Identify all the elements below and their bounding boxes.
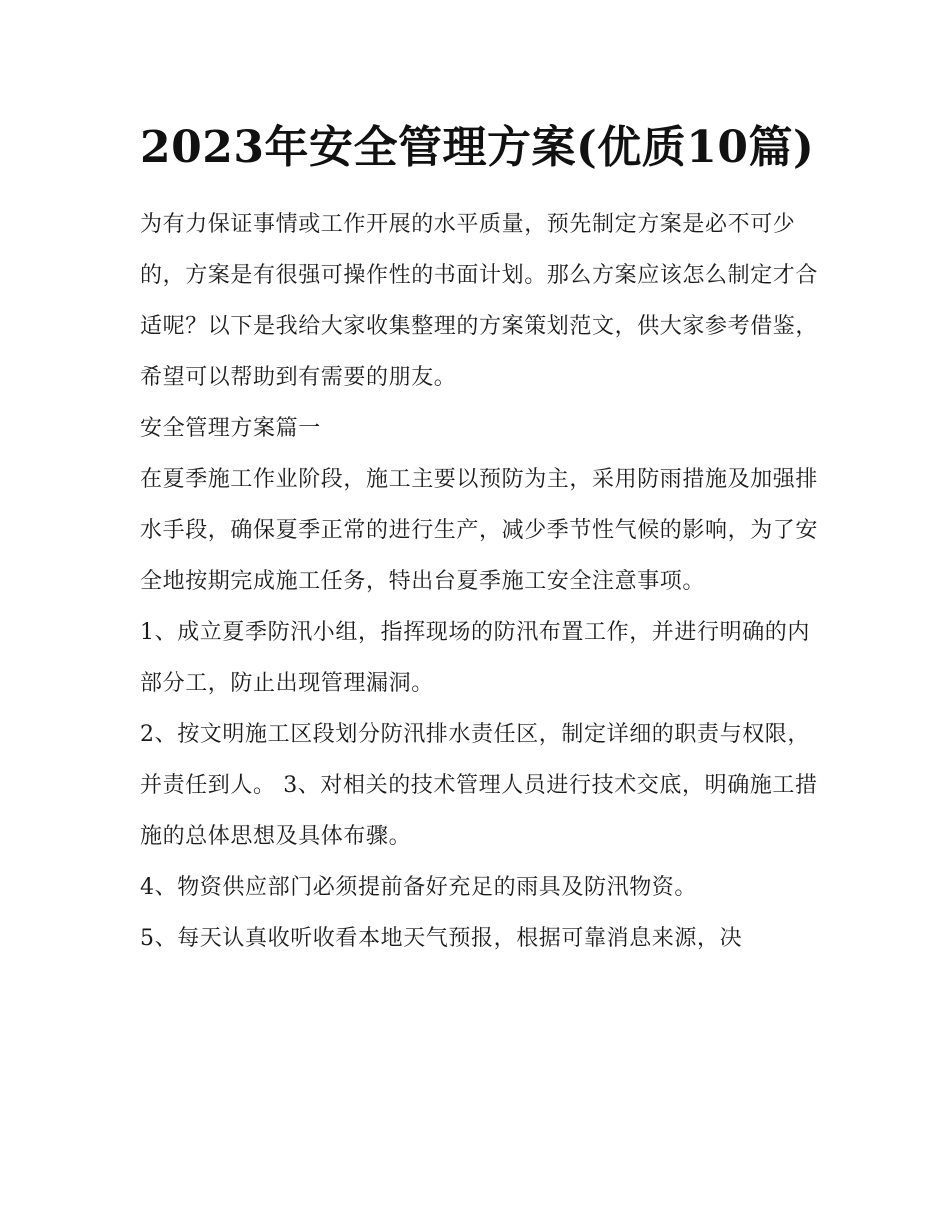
body-paragraph: 在夏季施工作业阶段，施工主要以预防为主，采用防雨措施及加强排水手段，确保夏季正常的进行生产，减少季节性气候的影响，为了安全地按期完成施工任务，特出台夏季施工安全注意事项。	[140, 467, 819, 594]
document-body	[140, 110, 820, 964]
list-item: 1、成立夏季防汛小组，指挥现场的防汛布置工作，并进行明确的内部分工，防止出现管理漏洞。	[140, 620, 810, 696]
section-heading: 安全管理方案篇一	[140, 416, 321, 441]
list-item: 5、每天认真收听收看本地天气预报，根据可靠消息来源，决	[140, 926, 743, 951]
list-item: 2、按文明施工区段划分防汛排水责任区，制定详细的职责与权限，并责任到人。 3、对相关的技术管理人员进行技术交底，明确施工措施的总体思想及具体布骤。	[140, 722, 818, 849]
document-title: 2023年安全管理方案(优质10篇)	[140, 122, 815, 173]
intro-paragraph: 为有力保证事情或工作开展的水平质量，预先制定方案是必不可少的，方案是有很强可操作性的书面计划。那么方案应该怎么制定才合适呢？以下是我给大家收集整理的方案策划范文，供大家参考借鉴，希望可以帮助到有需要的朋友。	[140, 212, 819, 390]
list-item: 4、物资供应部门必须提前备好充足的雨具及防汛物资。	[140, 875, 697, 900]
